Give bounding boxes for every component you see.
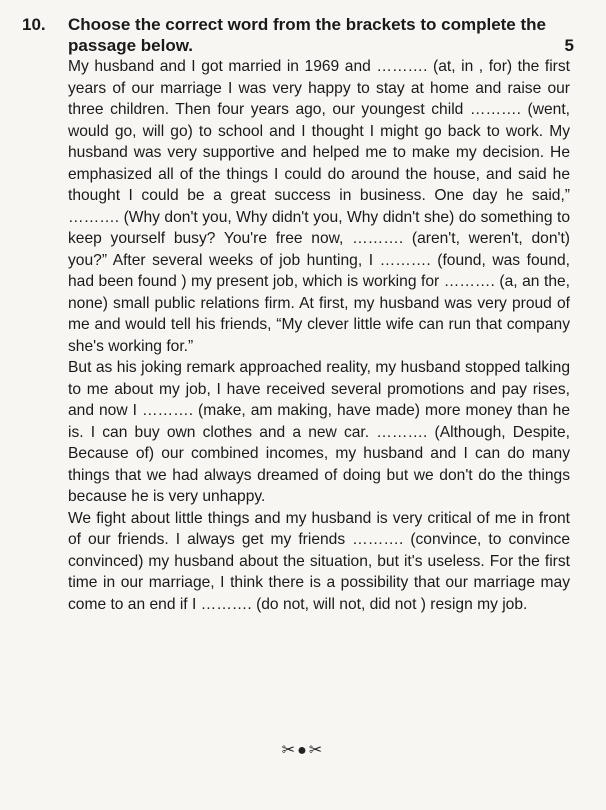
question-title: Choose the correct word from the brackets to complete the passage below. (68, 15, 546, 55)
passage-paragraph-1: My husband and I got married in 1969 and ………. (at, in , for) the first years of our marriage I was very happy to stay at home and raise our three children. Then four years ago, our youngest child ………. (went, would go, will go) to school and I thought I might go back to work. My husband was very supportive and helped me to make my decision. He emphasized all of the things I could do around the house, and said he thought I could be a great success in business. One day he said,” ………. (Why don't you, Why didn't you, Why didn't she) do something to keep yourself busy? You're free now, ………. (aren't, weren't, don't) you?” After several weeks of job hunting, I ………. (found, was found, had been found ) my present job, which is working for ………. (a, an the, none) small public relations firm. At first, my husband was very proud of me and would tell his friends, “My clever little wife can run that company she's working for.” (68, 58, 570, 355)
question-number: 10. (22, 15, 46, 34)
passage (68, 56, 570, 615)
question-title-block (68, 14, 574, 56)
passage-paragraph-3: We fight about little things and my husband is very critical of me in front of our friends. I always get my friends ………. (convince, to convince convinced) my husband about the situation, but it's useless. For the first time in our marriage, I think there is a possibility that our marriage may come to an end if I ………. (do not, will not, did not ) resign my job. (68, 509, 570, 613)
question-marks: 5 (564, 36, 574, 55)
question-header (22, 14, 574, 56)
passage-paragraph-2: But as his joking remark approached reality, my husband stopped talking to me about my job, I have received several promotions and pay rises, and now I ………. (make, am making, have made) more money than he is. I can buy own clothes and a new car. ………. (Although, Despite, Because of) our combined incomes, my husband and I can do many things that we had always dreamed of doing but we don't do the things because he is very unhappy. (68, 359, 570, 505)
footer-ornament-icon: ✂●✂ (281, 742, 325, 759)
